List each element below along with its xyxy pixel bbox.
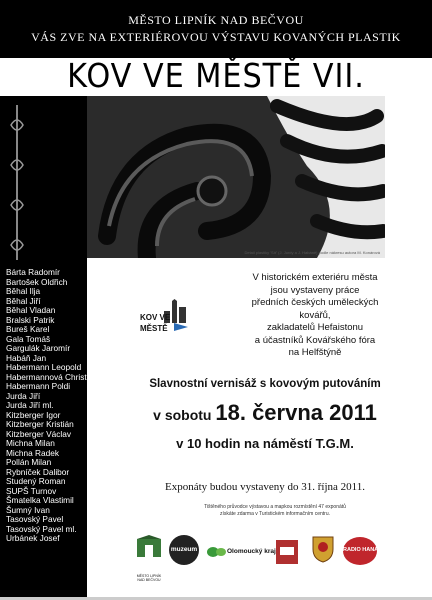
olomoucky-text: Olomoucký kraj — [227, 548, 276, 555]
intro-line: V historickém exteriéru města jsou vystaveny práce — [252, 272, 378, 296]
lipnik-logo-text: MĚSTO LIPNÍK NAD BEČVOU — [136, 574, 162, 582]
list-item: Šumný Ivan — [6, 504, 50, 515]
list-item: Michna Milan — [6, 438, 55, 448]
list-item: Habáň Jan — [6, 352, 47, 363]
guide-line: získáte zdarma v Turistickém informačním centru. — [219, 511, 331, 517]
list-item: Kitzberger Igor — [6, 409, 61, 420]
guide-note — [160, 504, 390, 518]
logo-kov: KOV VE — [140, 313, 171, 322]
list-item: Běhal Vladan — [6, 305, 56, 315]
list-item: Bureš Karel — [6, 324, 50, 334]
list-item: Studený Roman — [6, 476, 66, 486]
muzeum-text: muzeum — [170, 546, 198, 553]
list-item: Rybníček Dalibor — [6, 466, 70, 477]
list-item: Tasovský Pavel ml. — [6, 523, 77, 534]
intro-line: na Helfštýně — [288, 347, 342, 358]
ornament-icon — [8, 105, 26, 260]
radio-hana-logo — [343, 537, 377, 565]
town-crest-icon — [133, 535, 165, 569]
list-item: Jurda Jiří ml. — [6, 400, 54, 410]
list-item: Jurda Jiří — [6, 390, 41, 401]
forged-sculpture-photo — [87, 96, 385, 258]
list-item: Gargulák Jaromír — [6, 343, 71, 353]
header-band — [0, 0, 432, 58]
kov-ve-meste-logo — [140, 295, 190, 345]
date-prefix: v sobotu — [153, 407, 212, 423]
list-item: Tasovský Pavel — [6, 514, 64, 524]
participants-list — [6, 268, 106, 544]
list-item: Gala Tomáš — [6, 333, 51, 344]
intro-line: a účastníků Kovářského fóra — [254, 334, 376, 346]
event-date — [120, 400, 410, 426]
radio-text: RADIO HANÁ — [343, 547, 379, 553]
list-item: Urbánek Josef — [6, 533, 60, 543]
list-item: Kitzberger Václav — [6, 428, 72, 439]
intro-line: zakladatelů Hefaistonu — [266, 322, 364, 333]
list-item: Běhal Jiří — [6, 295, 41, 306]
muzeum-logo — [169, 535, 199, 565]
exhibit-until: Exponáty budou vystaveny do 31. října 2011. — [164, 481, 365, 493]
list-item: Bárta Radomír — [6, 267, 60, 277]
guide-line: Tištěného průvodce výstavou a mapkou rozmístění 47 exponátů — [204, 504, 346, 510]
date-value: 18. června 2011 — [215, 400, 377, 425]
list-item: Běhal Ilja — [6, 286, 41, 296]
event-place: v 10 hodin na náměstí T.G.M. — [176, 436, 354, 451]
poster-title: KOV VE MĚSTĚ VII. — [67, 56, 365, 95]
event-heading: Slavnostní vernisáž s kovovým putováním — [149, 378, 381, 390]
list-item: Šmatelka Vlastimil — [6, 495, 74, 505]
intro-text — [245, 272, 385, 360]
photo-caption: Detail plastiky 'Síť' (J. Jurdy a J. Habáně) podle nákresu autora M. Konárová — [244, 250, 380, 255]
list-item: Bartošek Oldřich — [6, 276, 68, 287]
list-item: Habermannová Christine — [6, 371, 98, 382]
list-item: Habermann Poldi — [6, 381, 71, 391]
arrow-icon — [174, 321, 188, 333]
sponsor-logos — [125, 535, 430, 580]
header-invite: VÁS ZVE NA EXTERIÉROVOU VÝSTAVU KOVANÝCH PLASTIK — [31, 30, 401, 44]
lipnik-logo — [133, 535, 165, 582]
list-item: SUPŠ Turnov — [6, 485, 57, 496]
shield-crest-icon — [311, 535, 335, 563]
list-item: Habermann Leopold — [6, 362, 82, 372]
list-item: Michna Radek — [6, 447, 60, 458]
list-item: Bralski Patrik — [6, 314, 55, 325]
logo-mesto: MĚSTĚ — [140, 324, 168, 333]
list-item: Kitzberger Kristián — [6, 419, 74, 429]
header-town: MĚSTO LIPNÍK NAD BEČVOU — [128, 13, 304, 27]
list-item: Pollán Milan — [6, 457, 52, 467]
intro-line: předních českých uměleckých kovářů, — [251, 297, 379, 321]
olomoucky-kraj-logo — [207, 545, 276, 569]
region-leaf-icon — [207, 545, 227, 559]
blacksmith-emblem-icon — [275, 539, 299, 565]
